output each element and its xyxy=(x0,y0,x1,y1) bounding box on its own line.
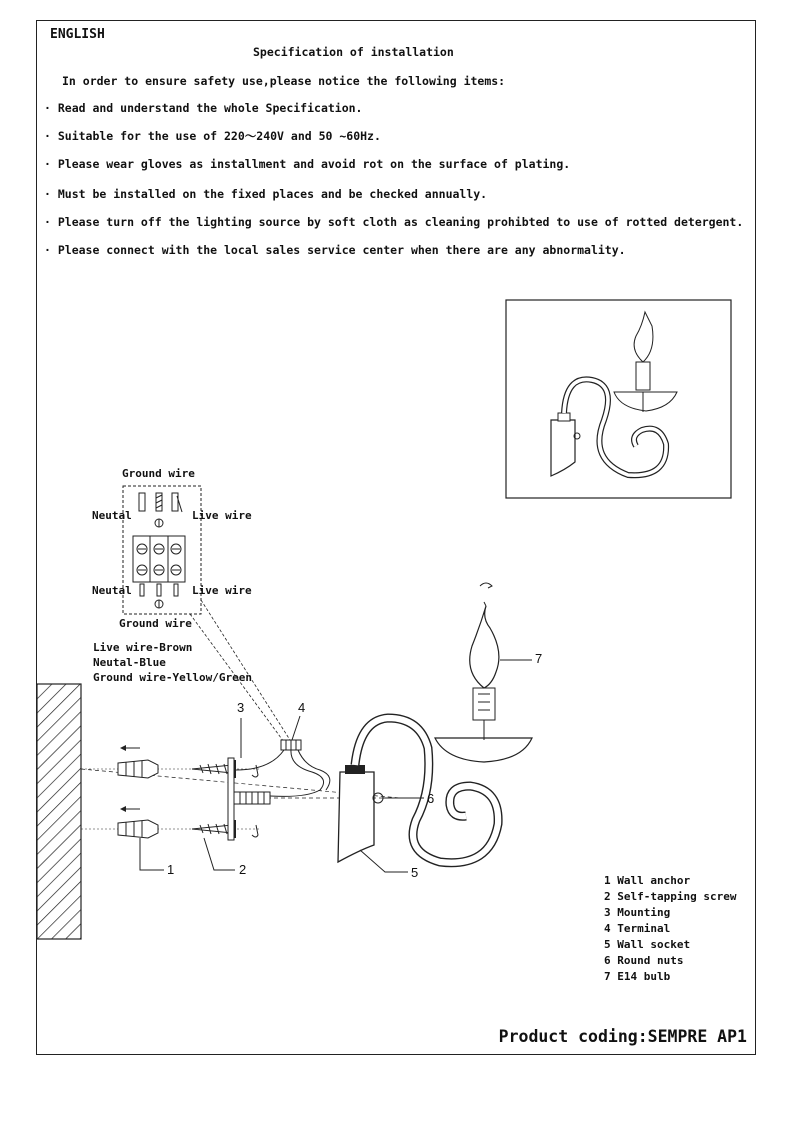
legend-item: 1 Wall anchor xyxy=(604,874,691,887)
intro-text: In order to ensure safety use,please notice the following items: xyxy=(62,74,506,88)
notice-item: · Please turn off the lighting source by soft cloth as cleaning prohibted to use of rotted detergent. xyxy=(44,215,744,229)
neutal-bottom-label: Neutal xyxy=(92,584,132,597)
neutal-top-label: Neutal xyxy=(92,509,132,522)
wall xyxy=(37,684,81,939)
language-label: ENGLISH xyxy=(50,27,105,42)
product-coding: Product coding:SEMPRE AP1 xyxy=(498,1027,747,1046)
notice-item: · Please connect with the local sales service center when there are any abnormality. xyxy=(44,243,626,257)
ground-wire-bottom-label: Ground wire xyxy=(119,617,192,630)
terminal-illustration xyxy=(236,740,330,796)
callout-3: 3 xyxy=(237,700,245,715)
legend-item: 7 E14 bulb xyxy=(604,970,671,983)
callout-2: 2 xyxy=(239,862,247,877)
wire-color-neutal: Neutal-Blue xyxy=(93,656,166,669)
notice-item: · Suitable for the use of 220～240V and 50 ~60Hz. xyxy=(44,129,381,143)
callout-7: 7 xyxy=(535,651,543,666)
legend-item: 6 Round nuts xyxy=(604,954,684,967)
wire-color-live: Live wire-Brown xyxy=(93,641,193,654)
legend-item: 2 Self-tapping screw xyxy=(604,890,737,903)
wall-anchor-illustration xyxy=(118,760,158,838)
ground-wire-top-label: Ground wire xyxy=(122,467,195,480)
terminal-block-detail xyxy=(123,486,290,742)
notice-item: · Please wear gloves as installment and avoid rot on the surface of plating. xyxy=(44,157,571,171)
legend-item: 3 Mounting xyxy=(604,906,671,919)
notice-item: · Must be installed on the fixed places and be checked annually. xyxy=(44,187,488,201)
assembled-lamp-inset xyxy=(506,300,731,498)
parts-legend xyxy=(604,873,736,985)
legend-item: 5 Wall socket xyxy=(604,938,691,951)
mounting-plate-illustration xyxy=(228,758,270,840)
wire-color-ground: Ground wire-Yellow/Green xyxy=(93,671,252,684)
document-title: Specification of installation xyxy=(253,45,454,59)
legend-item: 4 Terminal xyxy=(604,922,671,935)
live-wire-top-label: Live wire xyxy=(192,509,252,522)
callout-5: 5 xyxy=(411,865,419,880)
callout-1: 1 xyxy=(167,862,175,877)
lamp-body-illustration xyxy=(338,583,532,863)
notice-item: · Read and understand the whole Specification. xyxy=(44,101,363,115)
live-wire-bottom-label: Live wire xyxy=(192,584,252,597)
callout-6: 6 xyxy=(427,791,435,806)
callout-4: 4 xyxy=(298,700,306,715)
